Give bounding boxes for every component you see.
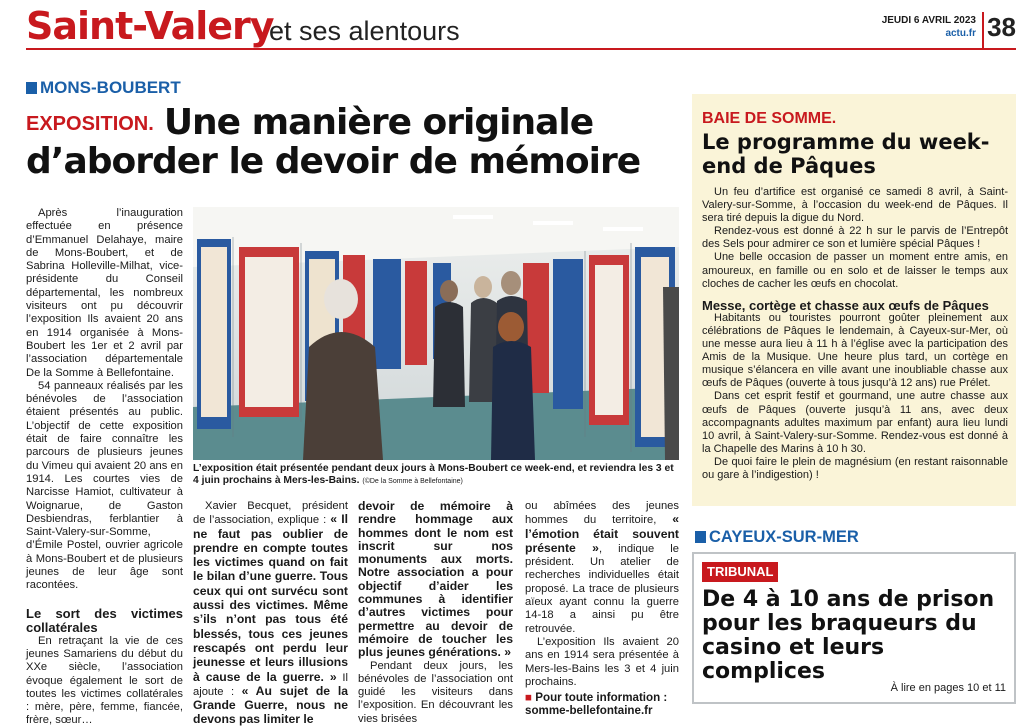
headline-text: Une manière originale d’aborder le devoir de mémoire xyxy=(26,102,641,182)
paragraph: L’exposition Ils avaient 20 ans en 1914 sera présentée à Mers-les-Bains les 3 et 4 juin prochains. xyxy=(525,635,679,688)
page-reference: À lire en pages 10 et 11 xyxy=(890,682,1006,694)
masthead xyxy=(26,4,1016,50)
article-column-2 xyxy=(193,500,348,728)
page-number: 38 xyxy=(987,12,1016,42)
article-column-4 xyxy=(525,500,679,717)
subheading: Le sort des victimes collatérales xyxy=(26,605,183,635)
sidebar-body xyxy=(702,186,1008,482)
article-column-3 xyxy=(358,500,513,726)
masthead-separator xyxy=(982,12,984,48)
tribunal-title: De 4 à 10 ans de prison pour les braqueurs du casino et leurs complices xyxy=(702,587,995,684)
sidebar-text xyxy=(702,186,1008,482)
paragraph xyxy=(193,500,348,728)
article-kicker: EXPOSITION. xyxy=(26,113,154,135)
section-tag-label: MONS-BOUBERT xyxy=(40,78,181,97)
section-tag-label: CAYEUX-SUR-MER xyxy=(709,528,859,546)
sidebar-subheading: Messe, cortège et chasse aux œufs de Pâques xyxy=(702,297,989,313)
tribunal-teaser xyxy=(692,552,1016,704)
paragraph: Dans cet esprit festif et gourmand, une autre chasse aux œufs de Pâques (ouverte jusqu’à 11 ans, avec deux accompagnants adultes maximum par enfant) aura lieu lundi 10 avril, à Saint-Valery-sur-Somme. Rendez-vous est donné à la Chapelle des Marins à 10 h 30. xyxy=(702,390,1008,455)
site-name: actu.fr xyxy=(945,28,976,39)
text-run: Xavier Becquet, président de l’association, explique : xyxy=(193,500,348,527)
photo-caption xyxy=(193,463,679,488)
section-tag-cayeux xyxy=(695,528,859,547)
tribunal-label: TRIBUNAL xyxy=(702,562,778,582)
paragraph: En retraçant la vie de ces jeunes Samariens du début du XXe siècle, l’association évoque également le sort de toutes les victimes collatérales : mère, père, femme, fiancée, frère, sœur… xyxy=(26,634,183,727)
section-subtitle: et ses alentours xyxy=(269,16,460,46)
paragraph: Pendant deux jours, les bénévoles de l’association ont guidé les visiteurs dans l’exposition. En découvrant les vies brisées xyxy=(358,659,513,725)
section-tag-mons-boubert xyxy=(26,78,181,98)
article-column-1 xyxy=(26,207,183,728)
sidebar-easter-program xyxy=(692,94,1016,506)
text-run: Il ajoute : xyxy=(193,671,349,698)
paragraph: 54 panneaux réalisés par les bénévoles de l’association étaient présentés au public. L’objectif de cette exposition était de faire connaître les parcours de plusieurs jeunes du Vimeu qui avaient 20 ans en 1914. Les courtes vies de Narcisse Hamiot, cultivateur à Woignarue, de Gaston Desbiendras, ferblantier à Saint-Valery-sur-Somme, d’Émile Postel, ouvrier agricole à Mons-Boubert et de plusieurs jeunes de leur âge sont racontées. xyxy=(26,379,183,592)
contact-label: Pour toute information : xyxy=(535,691,668,705)
sidebar-title: Le programme du week-end de Pâques xyxy=(702,130,990,178)
contact-website: somme-bellefontaine.fr xyxy=(525,704,653,718)
exhibition-photo xyxy=(193,207,679,460)
contact-info xyxy=(525,691,679,717)
quote-run: « l’émotion était souvent présente » xyxy=(525,512,680,555)
square-icon xyxy=(26,82,37,94)
paragraph: Habitants ou touristes pourront goûter pleinement aux célébrations de Pâques le lendemain, à Cayeux-sur-Mer, où une messe aura lieu à 11 h à l’église avec la participation des Amis de la Musique. Une heure plus tard, un cortège en musique s’élancera en ville avant une inoubliable chasse aux œufs de Pâques (ouverte à tous jusqu’à 12 ans) rue Prélet. xyxy=(702,311,1008,390)
section-title: Saint-Valery xyxy=(26,4,274,48)
square-icon xyxy=(695,531,706,543)
text-run: ou abîmées des jeunes hommes du territoire, xyxy=(525,500,679,527)
caption-text: L’exposition était présentée pendant deux jours à Mons-Boubert ce week-end, et reviendra les 3 et 4 juin prochains à Mers-les-Bains. xyxy=(193,463,674,486)
paragraph: Rendez-vous est donné à 22 h sur le parvis de l’Entrepôt des Sels pour admirer ce son et lumière spécial Pâques ! xyxy=(702,225,1008,251)
paragraph: Après l’inauguration effectuée en présence d’Emmanuel Delahaye, maire de Mons-Boubert, et de Sabrina Holleville-Milhat, vice-présidente du Conseil départemental, les nombreux visiteurs ont pu découvrir l’exposition Ils avaient 20 ans en 1914 organisée à Mons-Boubert les 1er et 2 avril par l’association départementale De la Somme à Bellefontaine. xyxy=(26,207,183,379)
paragraph xyxy=(525,500,679,636)
sidebar-kicker: BAIE DE SOMME. xyxy=(702,110,837,127)
article-headline xyxy=(26,104,691,181)
text-run: , indique le président. Un atelier de recherches individuelles était proposé. La trace de plusieurs aïeux ayant connu la guerre 14-18 a ainsi pu être retrouvée. xyxy=(525,542,679,635)
issue-date: JEUDI 6 AVRIL 2023 xyxy=(881,15,976,26)
quote-run: devoir de mémoire à rendre hommage aux hommes dont le nom est inscrit sur nos monuments aux morts. Notre association a pour objectif d’aider les communes à identifier d’autres victimes pour permettre au devoir de mémoire de toucher les plus jeunes générations. » xyxy=(358,499,513,660)
paragraph: Un feu d’artifice est organisé ce samedi 8 avril, à Saint-Valery-sur-Somme, à l’occasion du week-end de Pâques. Il sera tiré depuis la digue du Nord. xyxy=(702,186,1008,225)
quote-run: « Il ne faut pas oublier de prendre en compte toutes les victimes quand on fait le bilan d’une guerre. Tous ceux qui ont survécu sont aussi des victimes. Même s’ils n’ont pas tous été blessés, tous ces jeunes rescapés ont perdu leur jeunesse et leurs illusions à cause de la guerre. » xyxy=(193,512,349,684)
quote-run: « Au sujet de la Grande Guerre, nous ne devons pas limiter le xyxy=(193,683,349,727)
bullet-icon: ■ xyxy=(525,691,533,705)
paragraph: Une belle occasion de passer un moment entre amis, en amoureux, en famille ou en solo et de laisser le temps aux cloches de cacher les œufs en chocolat. xyxy=(702,251,1008,290)
photo-credit: (©De la Somme à Bellefontaine) xyxy=(362,478,463,485)
paragraph: De quoi faire le plein de magnésium (en restant raisonnable ou gare à l’indigestion) ! xyxy=(702,455,1008,481)
photo-illustration xyxy=(193,207,679,460)
